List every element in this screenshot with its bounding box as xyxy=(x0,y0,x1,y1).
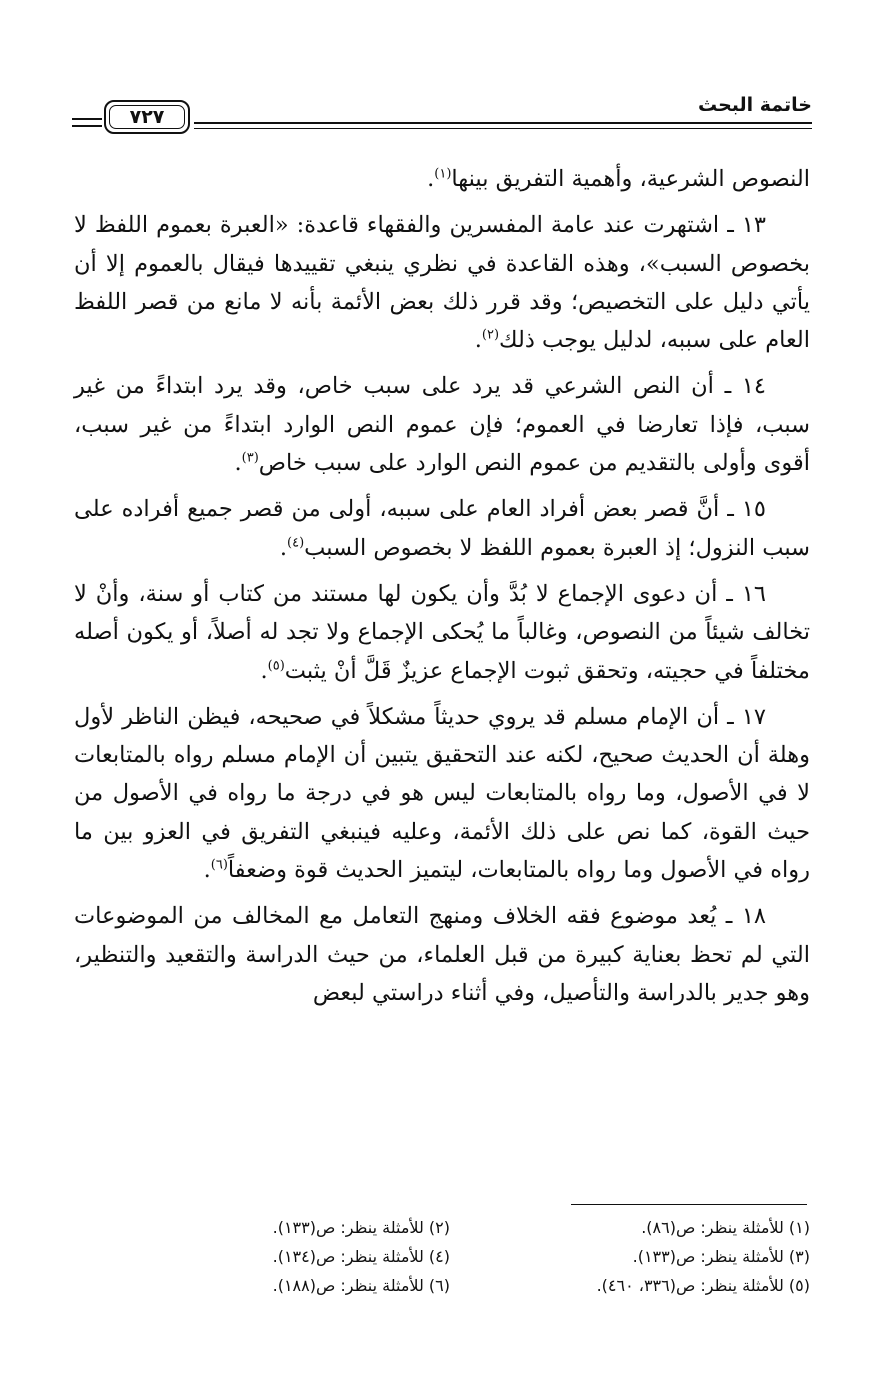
chapter-title: خاتمة البحث xyxy=(697,94,812,116)
footnote-text: للأمثلة ينظر: ص(٨٦). xyxy=(641,1218,784,1237)
footnote-number: (٣) xyxy=(788,1247,810,1266)
footnote-text: للأمثلة ينظر: ص(١٨٨). xyxy=(272,1276,424,1295)
footnote-ref: (٣) xyxy=(241,450,259,466)
footnote-2 xyxy=(90,1213,450,1242)
paragraph xyxy=(74,160,810,198)
footnote-1 xyxy=(450,1213,810,1242)
header-rule xyxy=(194,122,812,124)
paragraph-end: . xyxy=(279,534,288,561)
footnote-number: (٥) xyxy=(788,1276,810,1295)
footnote-ref: (١) xyxy=(434,166,452,182)
paragraph-text: النصوص الشرعية، وأهمية التفريق بينها xyxy=(451,166,810,192)
footnote-number: (٦) xyxy=(428,1276,450,1295)
footnote-text: للأمثلة ينظر: ص(١٣٣). xyxy=(632,1247,784,1266)
conclusion-item-16 xyxy=(74,575,810,690)
paragraph-text: ١٧ ـ أن الإمام مسلم قد يروي حديثاً مشكلاً في صحيحه، فيظن الناظر لأول وهلة أن الحديث صحيح، لكنه عند التحقيق يتبين أن الإمام مسلم رواه بالمتابعات لا في الأصول، وما رواه بالمتابعات ليس هو في درجة ما رواه في الأصول من حيث القوة، كما نص على ذلك الأئمة، وعليه فينبغي التفريق في العزو بين ما رواه في الأصول وما رواه بالمتابعات، ليتميز الحديث قوة وضعفاً xyxy=(74,703,810,884)
main-text xyxy=(74,160,810,1020)
paragraph-text: ١٣ ـ اشتهرت عند عامة المفسرين والفقهاء قاعدة: «العبرة بعموم اللفظ لا بخصوص السبب»، وهذه القاعدة في نظري ينبغي تقييدها فيقال بالعموم إلا أن يأتي دليل على التخصيص؛ وقد قرر ذلك بعض الأئمة بأنه لا مانع من قصر اللفظ العام على سببه، لدليل يوجب ذلك xyxy=(74,212,810,354)
footnote-number: (٤) xyxy=(428,1247,450,1266)
header-rule-left xyxy=(72,118,102,120)
footnote-row xyxy=(90,1242,810,1271)
paragraph-text: ١٨ ـ يُعد موضوع فقه الخلاف ومنهج التعامل مع المخالف من الموضوعات التي لم تحظ بعناية كبيرة من قبل العلماء، من حيث الدراسة والتقعيد والتنظير، وهو جدير بالدراسة والتأصيل، وفي أثناء دراستي لبعض xyxy=(74,903,810,1006)
footnote-5 xyxy=(450,1271,810,1300)
footnote-4 xyxy=(90,1242,450,1271)
paragraph-end: . xyxy=(234,450,242,477)
conclusion-item-18 xyxy=(74,897,810,1012)
footnote-ref: (٦) xyxy=(210,857,228,873)
footnote-6 xyxy=(90,1271,450,1300)
header-rule-left-lower xyxy=(72,125,102,127)
paragraph-end: . xyxy=(474,327,482,354)
paragraph-text: ١٤ ـ أن النص الشرعي قد يرد على سبب خاص، وقد يرد ابتداءً من غير سبب، فإذا تعارضا في العموم؛ فإن عموم النص الوارد ابتداءً من غير سبب، أقوى وأولى بالتقديم من عموم النص الوارد على سبب خاص xyxy=(74,373,810,477)
conclusion-item-14 xyxy=(74,367,810,482)
page-number: ٧٢٧ xyxy=(109,105,185,129)
footnote-ref: (٢) xyxy=(481,327,500,343)
footnotes xyxy=(90,1213,810,1300)
footnote-text: للأمثلة ينظر: ص(١٣٣). xyxy=(272,1218,424,1237)
paragraph-end: . xyxy=(427,166,435,192)
footnote-row xyxy=(90,1271,810,1300)
footnote-ref: (٤) xyxy=(287,535,305,551)
conclusion-item-13 xyxy=(74,206,810,359)
paragraph-end: . xyxy=(260,657,268,684)
footnote-text: للأمثلة ينظر: ص(٣٣٦، ٤٦٠). xyxy=(596,1276,784,1295)
page-header xyxy=(72,88,812,136)
page-number-frame xyxy=(104,100,190,134)
conclusion-item-15 xyxy=(74,490,810,567)
footnote-number: (٢) xyxy=(428,1218,450,1237)
conclusion-item-17 xyxy=(74,698,810,889)
footnote-row xyxy=(90,1213,810,1242)
paragraph-text: ١٦ ـ أن دعوى الإجماع لا بُدَّ وأن يكون لها مستند من كتاب أو سنة، وأنْ لا تخالف شيئاً من النصوص، وغالباً ما يُحكى الإجماع ولا تجد له أصلاً، أو يكون أصله مختلفاً في حجيته، وتحقق ثبوت الإجماع عزيزٌ قَلَّ أنْ يثبت xyxy=(74,580,810,684)
header-rule-thin xyxy=(194,128,812,129)
footnote-3 xyxy=(450,1242,810,1271)
paragraph-end: . xyxy=(203,857,211,884)
footnote-separator xyxy=(571,1204,807,1205)
paragraph-text: ١٥ ـ أنَّ قصر بعض أفراد العام على سببه، أولى من قصر جميع أفراده على سبب النزول؛ إذ العبرة بعموم اللفظ لا بخصوص السبب xyxy=(74,496,810,561)
footnote-text: للأمثلة ينظر: ص(١٣٤). xyxy=(272,1247,424,1266)
footnote-number: (١) xyxy=(788,1218,810,1237)
footnote-ref: (٥) xyxy=(267,658,285,674)
